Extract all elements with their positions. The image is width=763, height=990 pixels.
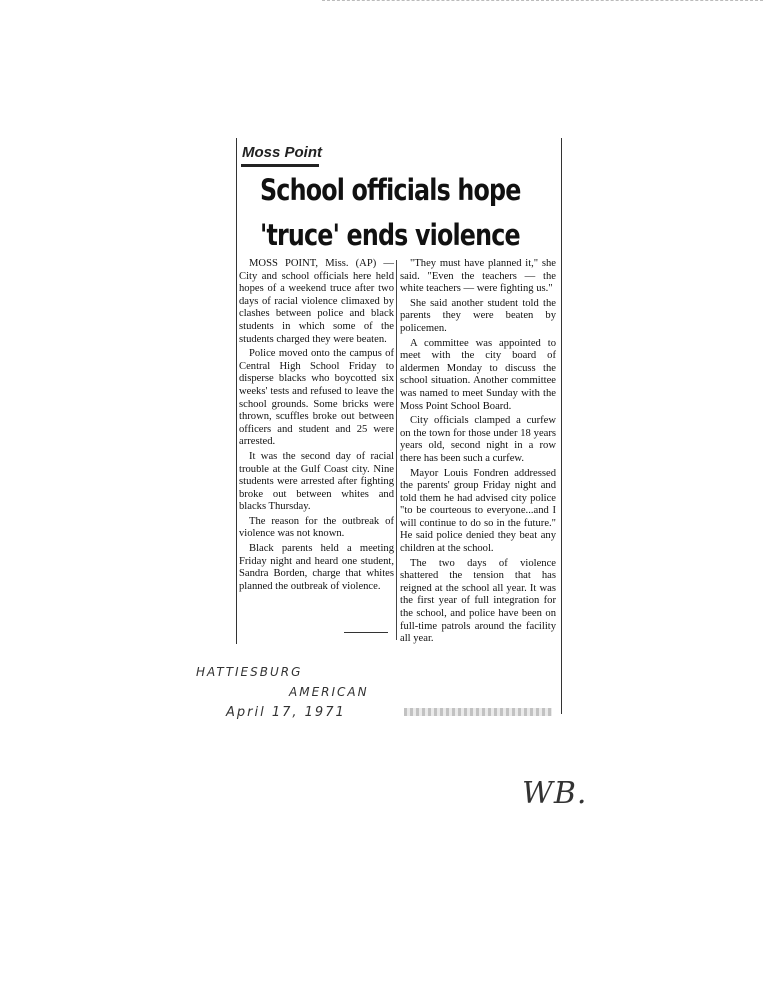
paragraph: "They must have planned it," she said. "Even the teachers — the white teachers — were fighting us." (400, 258, 556, 295)
clipping-right-edge (561, 138, 562, 714)
paragraph: The reason for the outbreak of violence was not known. (239, 515, 394, 540)
paragraph: Black parents held a meeting Friday night and heard one student, Sandra Borden, charge that whites planned the outbreak of violence. (239, 543, 394, 592)
paragraph: A committee was appointed to meet with the city board of aldermen Monday to discuss the school situation. Another committee was named to meet Sunday with the Moss Point School Board. (400, 337, 556, 412)
handwritten-source-line-2: AMERICAN (289, 685, 369, 699)
kicker: Moss Point (242, 144, 323, 161)
scan-smudge (404, 708, 552, 716)
kicker-underline (241, 164, 319, 167)
handwritten-source-line-1: HATTIESBURG (196, 665, 303, 679)
handwritten-date: April 17, 1971 (226, 705, 346, 720)
paragraph: Police moved onto the campus of Central High School Friday to disperse blacks who boycotted six weeks' tests and refused to leave the school grounds. Some bricks were thrown, scuffles broke out between officers and student and 25 were arrested. (239, 348, 394, 448)
article-column-2 (400, 258, 556, 648)
newspaper-clipping (236, 132, 562, 722)
column-divider (396, 260, 397, 640)
paragraph: MOSS POINT, Miss. (AP) — City and school officials here held hopes of a weekend truce after two days of racial violence climaxed by clashes between police and black students in which some of the students charged they were beaten. (239, 258, 394, 345)
paragraph: The two days of violence shattered the tension that has reigned at the school all year. It was the first year of full integration for the school, and police have been on full-time patrols around the facility all year. (400, 557, 556, 645)
headline (260, 168, 521, 258)
paragraph: Mayor Louis Fondren addressed the parents' group Friday night and told them he had advised city police "to be courteous to everyone...and I will continue to do so in the future." He said police denied they beat any children at the school. (400, 467, 556, 555)
paragraph: She said another student told the parents they were beaten by policemen. (400, 297, 556, 334)
end-mark (344, 632, 388, 633)
paragraph: City officials clamped a curfew on the town for those under 18 years years old, second night in a row there has been such a curfew. (400, 415, 556, 464)
handwritten-initials: WB. (522, 776, 588, 811)
headline-line-1: School officials hope (260, 173, 521, 207)
clipping-left-edge (236, 138, 237, 644)
article-column-1 (239, 258, 394, 595)
headline-line-2: 'truce' ends violence (260, 218, 520, 252)
paragraph: It was the second day of racial trouble at the Gulf Coast city. Nine students were arrested after fighting broke out between whites and blacks Thursday. (239, 450, 394, 513)
page-top-border (322, 0, 763, 1)
